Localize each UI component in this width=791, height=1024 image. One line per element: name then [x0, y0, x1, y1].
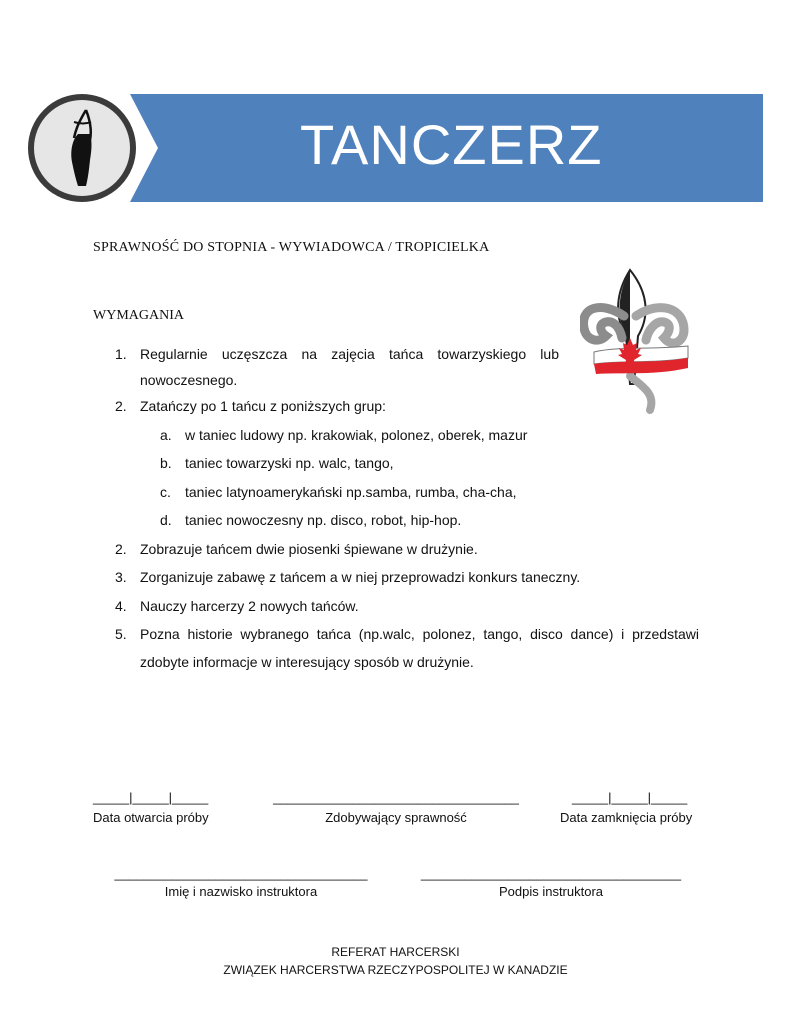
- item-text: nowoczesnego.: [140, 372, 238, 388]
- list-item: [93, 567, 699, 596]
- item-text: w taniec ludowy np. krakowiak, polonez, oberek, mazur: [185, 426, 528, 443]
- item-number: 2.: [115, 540, 127, 557]
- item-number: 3.: [115, 569, 127, 585]
- ballet-shoe-logo: [28, 94, 136, 202]
- list-subitem: [93, 482, 699, 511]
- item-text: taniec nowoczesny np. disco, robot, hip-hop.: [185, 512, 462, 528]
- date-close-line[interactable]: _____|_____|_____: [572, 790, 688, 805]
- list-item: [93, 596, 699, 625]
- item-text: taniec towarzyski np. walc, tango,: [185, 455, 394, 471]
- item-letter: c.: [160, 483, 171, 500]
- item-text: Zatańczy po 1 tańcu z poniższych grup:: [140, 398, 386, 414]
- item-text: Zobrazuje tańcem dwie piosenki śpiewane w drużynie.: [140, 540, 478, 557]
- instructor-sign-line[interactable]: ____________________________________: [420, 866, 682, 881]
- list-item: [93, 396, 699, 425]
- badge-level: SPRAWNOŚĆ DO STOPNIA - WYWIADOWCA / TROPICIELKA: [93, 240, 490, 255]
- earner-label: Zdobywający sprawność: [325, 810, 467, 825]
- instructor-sign-label: Podpis instruktora: [498, 884, 604, 899]
- item-number: 2.: [115, 398, 127, 414]
- item-letter: d.: [160, 512, 172, 528]
- instructor-name-label: Imię i nazwisko instruktora: [164, 884, 318, 899]
- item-letter: a.: [160, 426, 172, 443]
- footer-line-1: REFERAT HARCERSKI: [331, 945, 460, 959]
- item-text: Pozna historie wybranego tańca (np.walc, polonez, tango, disco dance) i przedstawi: [140, 626, 699, 642]
- list-subitem: [93, 453, 699, 482]
- item-text: zdobyte informacje w interesujący sposób w drużynie.: [140, 654, 474, 670]
- item-letter: b.: [160, 455, 172, 471]
- list-item: [93, 539, 699, 568]
- list-subitem: [93, 425, 699, 454]
- earner-line[interactable]: __________________________________: [273, 790, 519, 805]
- item-number: 5.: [115, 626, 127, 642]
- item-text: Nauczy harcerzy 2 nowych tańców.: [140, 597, 359, 614]
- list-subitem: [93, 510, 699, 539]
- item-text: Zorganizuje zabawę z tańcem a w niej przeprowadzi konkurs taneczny.: [140, 569, 581, 585]
- instructor-name-line[interactable]: ___________________________________: [114, 866, 368, 881]
- item-text: Regularnie uczęszcza na zajęcia tańca towarzyskiego lub: [140, 346, 559, 362]
- item-number: 4.: [115, 597, 127, 614]
- item-text: taniec latynoamerykański np.samba, rumba, cha-cha,: [185, 483, 517, 500]
- date-open-label: Data otwarcia próby: [93, 810, 209, 825]
- requirements-heading: WYMAGANIA: [93, 308, 184, 323]
- list-item: [93, 624, 699, 680]
- page-title: TANCZERZ: [300, 113, 603, 176]
- item-number: 1.: [115, 346, 127, 362]
- date-close-label: Data zamknięcia próby: [560, 810, 693, 825]
- requirements-list: [93, 344, 699, 680]
- ballet-shoe-icon: [34, 100, 130, 196]
- date-open-line[interactable]: _____|_____|_____: [93, 790, 209, 805]
- footer-line-2: ZWIĄZEK HARCERSTWA RZECZYPOSPOLITEJ W KANADZIE: [223, 963, 568, 977]
